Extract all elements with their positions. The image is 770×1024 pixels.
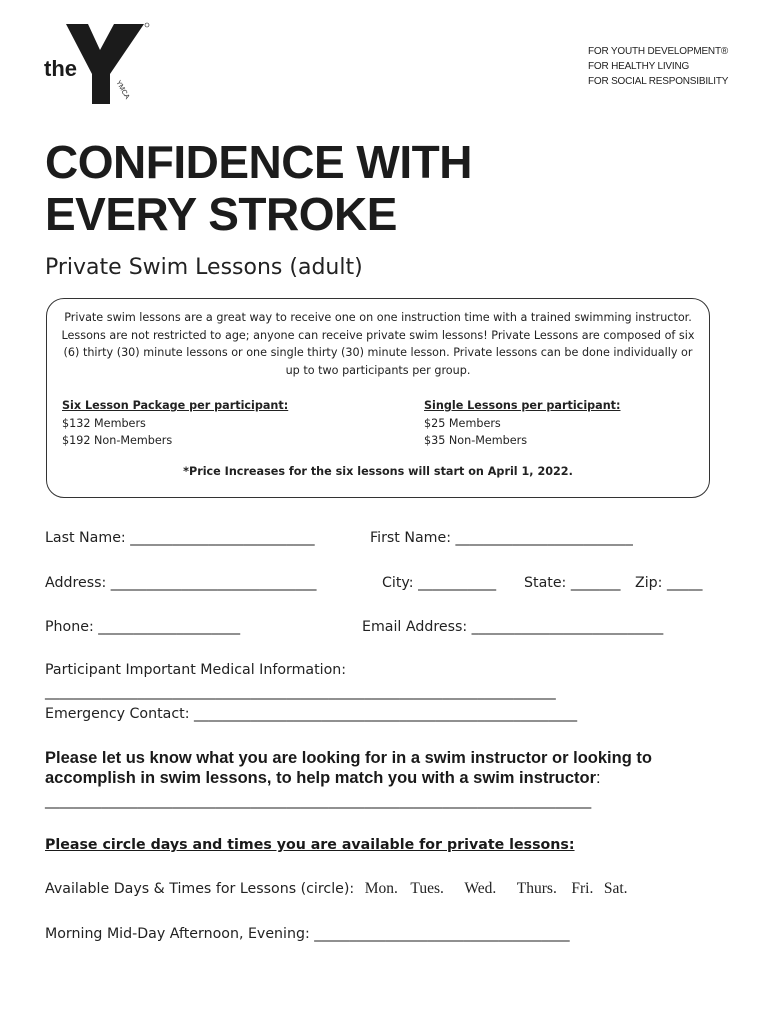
single-members-price: $25 Members [424,416,501,430]
package-pricing [62,397,288,450]
address-field[interactable]: Address: _____________________________ [45,575,317,591]
emergency-contact-field[interactable]: Emergency Contact: ______________________________________________________ [45,706,578,722]
pricing-info-box [46,298,710,498]
state-field[interactable]: State: _______ [524,575,621,591]
medical-info-label: Participant Important Medical Information: [45,662,347,678]
ymca-logo [44,20,154,106]
medical-info-line[interactable]: ________________________________________________________________________ [45,684,556,700]
package-heading: Six Lesson Package per participant: [62,399,289,412]
phone-field[interactable]: Phone: ____________________ [45,619,241,635]
tagline-line-1: FOR YOUTH DEVELOPMENT® [588,46,729,57]
day-saturday[interactable]: Sat. [603,880,628,897]
instructor-question-text: Please let us know what you are looking for in a swim instructor or looking to accomplish in swim lessons, to help match you with a swim instructor [45,749,652,787]
page-title [45,136,472,240]
single-non-members-price: $35 Non-Members [424,434,528,447]
package-members-price: $132 Members [62,416,146,430]
times-field[interactable]: Morning Mid-Day Afternoon, Evening: ____________________________________ [45,926,570,942]
city-field[interactable]: City: ___________ [382,575,497,591]
available-days-row [45,880,628,898]
last-name-field[interactable]: Last Name: __________________________ [45,530,315,546]
instructor-question [45,748,725,788]
day-wednesday[interactable]: Wed. [464,880,497,897]
title-line-1: CONFIDENCE WITH [45,136,472,188]
logo-the-text: the [44,56,77,81]
zip-field[interactable]: Zip: _____ [635,575,703,591]
logo-ymca-text: YMCA [114,79,131,101]
page-subtitle: Private Swim Lessons (adult) [45,255,363,280]
price-increase-note: *Price Increases for the six lessons will start on April 1, 2022. [183,465,573,478]
lesson-description: Private swim lessons are a great way to receive one on one instruction time with a trained swimming instructor. Lessons are not restricted to age; anyone can receive private swim lessons! Private Lessons are composed of six (6) thirty (30) minute lessons or one single thirty (30) minute lesson. Private lessons can be done individually or up to two participants per group. [61,311,695,377]
tagline-line-2: FOR HEALTHY LIVING [588,61,690,72]
tagline-line-3: FOR SOCIAL RESPONSIBILITY [588,76,729,87]
single-heading: Single Lessons per participant: [424,399,621,412]
day-thursday[interactable]: Thurs. [516,880,557,897]
instructor-question-colon: : [596,769,601,787]
available-days-label: Available Days & Times for Lessons (circle): [45,881,355,897]
email-field[interactable]: Email Address: ___________________________ [362,619,664,635]
single-pricing [424,397,621,450]
day-monday[interactable]: Mon. [364,880,398,897]
title-line-2: EVERY STROKE [45,188,397,240]
ymca-tagline [588,44,728,89]
instructor-answer-line[interactable]: _____________________________________________________________________________ [45,793,592,809]
package-non-members-price: $192 Non-Members [62,434,173,447]
availability-heading: Please circle days and times you are available for private lessons: [45,837,575,853]
first-name-field[interactable]: First Name: _________________________ [370,530,633,546]
ymca-logo-mark [44,20,154,106]
day-tuesday[interactable]: Tues. [410,880,444,897]
day-friday[interactable]: Fri. [571,880,594,897]
